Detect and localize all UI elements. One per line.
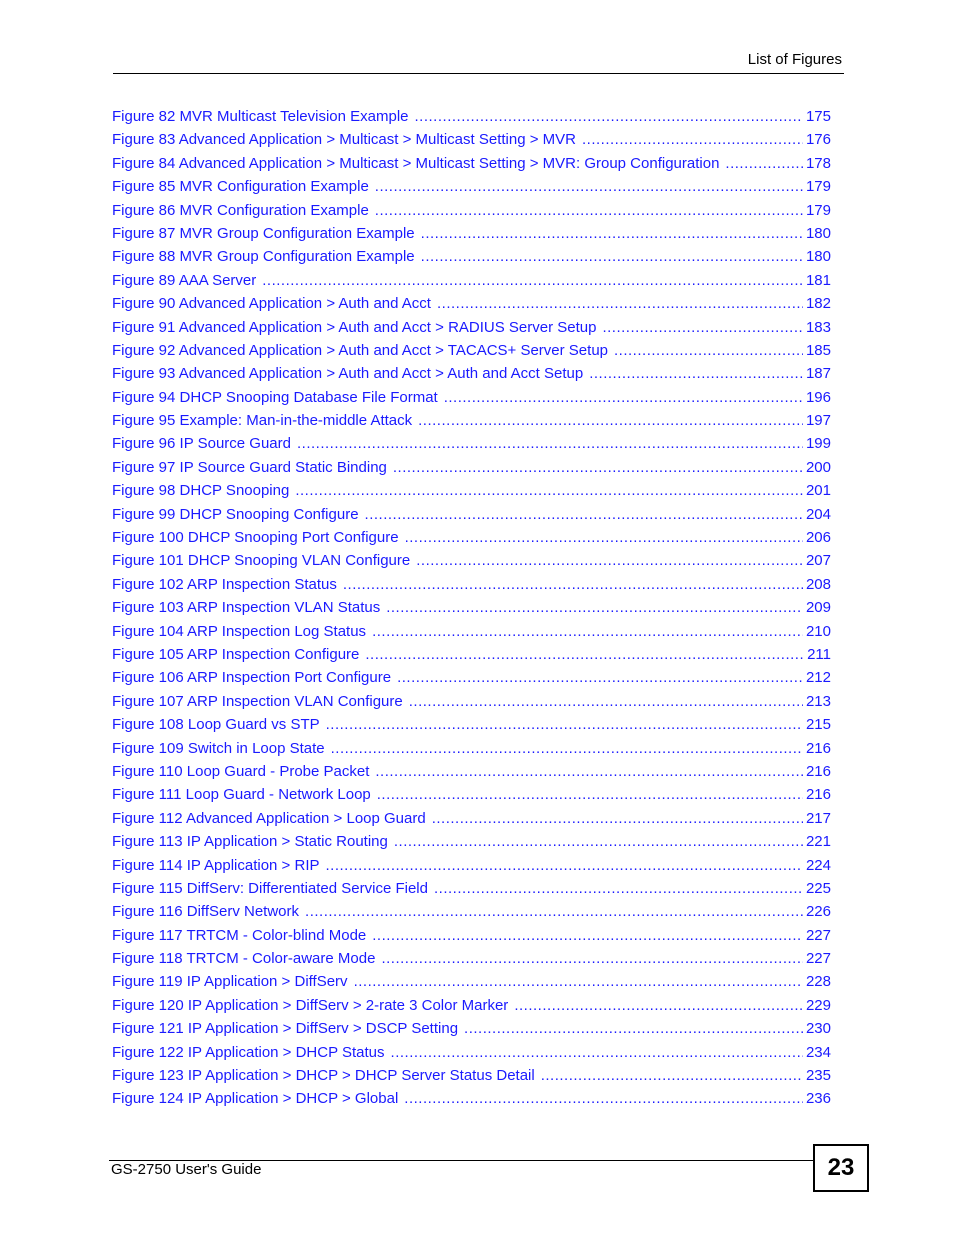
- toc-dot-leader: [725, 152, 803, 175]
- toc-entry-page: 181: [805, 271, 831, 289]
- toc-dot-leader: [331, 737, 803, 760]
- toc-entry[interactable]: [112, 409, 831, 432]
- toc-dot-leader: [375, 199, 803, 222]
- toc-entry[interactable]: [112, 947, 831, 970]
- toc-entry[interactable]: [112, 760, 831, 783]
- toc-entry-label: Figure 109 Switch in Loop State: [112, 739, 325, 757]
- toc-entry[interactable]: [112, 970, 831, 993]
- toc-entry-page: 212: [805, 669, 831, 687]
- header-divider: [113, 73, 844, 74]
- toc-dot-leader: [541, 1064, 803, 1087]
- toc-entry-page: 229: [805, 996, 831, 1014]
- toc-entry[interactable]: [112, 339, 831, 362]
- toc-entry[interactable]: [112, 1064, 831, 1087]
- toc-entry-label: Figure 106 ARP Inspection Port Configure: [112, 669, 392, 687]
- toc-dot-leader: [464, 1017, 803, 1040]
- toc-entry[interactable]: [112, 152, 831, 175]
- toc-entry-page: 185: [805, 341, 831, 359]
- footer-guide-title: GS-2750 User's Guide: [111, 1161, 262, 1178]
- toc-entry-label: Figure 104 ARP Inspection Log Status: [112, 622, 367, 640]
- toc-entry-page: 225: [805, 879, 831, 897]
- toc-entry[interactable]: [112, 549, 831, 572]
- toc-dot-leader: [297, 432, 803, 455]
- toc-entry-page: 204: [805, 505, 831, 523]
- toc-entry-label: Figure 108 Loop Guard vs STP: [112, 716, 320, 734]
- toc-dot-leader: [421, 245, 803, 268]
- toc-entry[interactable]: [112, 1017, 831, 1040]
- toc-entry-label: Figure 91 Advanced Application > Auth and Acct > RADIUS Server Setup: [112, 318, 597, 336]
- toc-dot-leader: [365, 503, 803, 526]
- toc-dot-leader: [393, 456, 803, 479]
- toc-entry-label: Figure 93 Advanced Application > Auth and Acct > Auth and Acct Setup: [112, 365, 584, 383]
- toc-dot-leader: [343, 573, 803, 596]
- toc-dot-leader: [394, 830, 803, 853]
- toc-entry[interactable]: [112, 1041, 831, 1064]
- toc-entry[interactable]: [112, 175, 831, 198]
- toc-entry-page: 226: [805, 903, 831, 921]
- toc-entry-label: Figure 96 IP Source Guard: [112, 435, 291, 453]
- toc-dot-leader: [415, 105, 803, 128]
- toc-entry-page: 213: [805, 692, 831, 710]
- toc-entry-label: Figure 110 Loop Guard - Probe Packet: [112, 762, 370, 780]
- toc-entry-page: 224: [805, 856, 831, 874]
- toc-entry[interactable]: [112, 900, 831, 923]
- toc-entry-page: 196: [805, 388, 831, 406]
- toc-entry-label: Figure 94 DHCP Snooping Database File Format: [112, 388, 438, 406]
- header-title: List of Figures: [747, 51, 842, 68]
- toc-dot-leader: [437, 292, 803, 315]
- toc-entry-page: 206: [805, 529, 831, 547]
- toc-entry[interactable]: [112, 503, 831, 526]
- toc-entry[interactable]: [112, 596, 831, 619]
- toc-entry[interactable]: [112, 362, 831, 385]
- toc-entry-page: 227: [805, 950, 831, 968]
- toc-entry-label: Figure 90 Advanced Application > Auth and Acct: [112, 295, 431, 313]
- toc-entry-label: Figure 121 IP Application > DiffServ > DSCP Setting: [112, 1020, 459, 1038]
- toc-entry-label: Figure 116 DiffServ Network: [112, 903, 300, 921]
- toc-entry-label: Figure 97 IP Source Guard Static Binding: [112, 458, 387, 476]
- toc-entry-page: 216: [805, 786, 831, 804]
- toc-entry-label: Figure 117 TRTCM - Color-blind Mode: [112, 926, 367, 944]
- toc-entry[interactable]: [112, 1087, 831, 1110]
- toc-dot-leader: [326, 854, 803, 877]
- toc-entry-label: Figure 101 DHCP Snooping VLAN Configure: [112, 552, 411, 570]
- toc-entry-page: 179: [805, 201, 831, 219]
- toc-entry-label: Figure 122 IP Application > DHCP Status: [112, 1043, 385, 1061]
- toc-entry-label: Figure 89 AAA Server: [112, 271, 257, 289]
- toc-entry[interactable]: [112, 643, 831, 666]
- toc-entry-label: Figure 85 MVR Configuration Example: [112, 178, 369, 196]
- toc-dot-leader: [365, 643, 804, 666]
- toc-entry[interactable]: [112, 128, 831, 151]
- toc-entry-page: 210: [805, 622, 831, 640]
- toc-entry-page: 216: [805, 739, 831, 757]
- toc-entry[interactable]: [112, 386, 831, 409]
- toc-entry-page: 183: [805, 318, 831, 336]
- toc-dot-leader: [444, 386, 803, 409]
- toc-dot-leader: [421, 222, 803, 245]
- toc-dot-leader: [305, 900, 803, 923]
- toc-dot-leader: [397, 666, 803, 689]
- toc-entry-label: Figure 92 Advanced Application > Auth and Acct > TACACS+ Server Setup: [112, 341, 609, 359]
- toc-dot-leader: [614, 339, 803, 362]
- toc-entry[interactable]: [112, 526, 831, 549]
- toc-entry-page: 178: [805, 154, 831, 172]
- toc-entry-page: 201: [805, 482, 831, 500]
- toc-entry[interactable]: [112, 222, 831, 245]
- toc-entry-page: 230: [805, 1020, 831, 1038]
- toc-entry-label: Figure 123 IP Application > DHCP > DHCP Server Status Detail: [112, 1067, 535, 1085]
- toc-entry-page: 179: [805, 178, 831, 196]
- toc-entry-page: 208: [805, 575, 831, 593]
- toc-dot-leader: [326, 713, 803, 736]
- toc-entry-page: 211: [807, 645, 831, 663]
- toc-entry[interactable]: [112, 456, 831, 479]
- toc-dot-leader: [372, 924, 803, 947]
- toc-entry[interactable]: [112, 783, 831, 806]
- toc-dot-leader: [386, 596, 803, 619]
- toc-entry[interactable]: [112, 245, 831, 268]
- toc-entry-label: Figure 103 ARP Inspection VLAN Status: [112, 599, 381, 617]
- toc-entry[interactable]: [112, 479, 831, 502]
- toc-entry-page: 176: [805, 131, 831, 149]
- toc-entry-label: Figure 86 MVR Configuration Example: [112, 201, 369, 219]
- toc-dot-leader: [416, 549, 803, 572]
- toc-dot-leader: [372, 620, 803, 643]
- toc-entry[interactable]: [112, 924, 831, 947]
- toc-entry[interactable]: [112, 316, 831, 339]
- toc-entry-page: 200: [805, 458, 831, 476]
- toc-entry-page: 209: [805, 599, 831, 617]
- toc-entry-page: 215: [805, 716, 831, 734]
- toc-entry[interactable]: [112, 666, 831, 689]
- toc-dot-leader: [377, 783, 803, 806]
- toc-entry-label: Figure 118 TRTCM - Color-aware Mode: [112, 950, 376, 968]
- toc-dot-leader: [262, 269, 803, 292]
- toc-entry-page: 199: [805, 435, 831, 453]
- toc-entry-page: 197: [805, 412, 831, 430]
- toc-entry[interactable]: [112, 690, 831, 713]
- toc-entry-label: Figure 95 Example: Man-in-the-middle Attack: [112, 412, 413, 430]
- toc-entry[interactable]: [112, 199, 831, 222]
- toc-entry-page: 234: [805, 1043, 831, 1061]
- toc-dot-leader: [404, 1087, 803, 1110]
- toc-entry[interactable]: [112, 737, 831, 760]
- toc-dot-leader: [354, 970, 803, 993]
- toc-entry-label: Figure 119 IP Application > DiffServ: [112, 973, 348, 991]
- toc-entry[interactable]: [112, 105, 831, 128]
- toc-entry-page: 180: [805, 224, 831, 242]
- toc-entry-label: Figure 120 IP Application > DiffServ > 2-rate 3 Color Marker: [112, 996, 509, 1014]
- toc-entry-label: Figure 82 MVR Multicast Television Example: [112, 108, 409, 125]
- toc-dot-leader: [405, 526, 803, 549]
- toc-entry[interactable]: [112, 994, 831, 1017]
- toc-entry-label: Figure 115 DiffServ: Differentiated Service Field: [112, 879, 428, 897]
- toc-entry-label: Figure 88 MVR Group Configuration Example: [112, 248, 415, 266]
- toc-entry-page: 221: [805, 833, 831, 851]
- toc-dot-leader: [409, 690, 803, 713]
- toc-dot-leader: [375, 760, 803, 783]
- toc-dot-leader: [375, 175, 803, 198]
- toc-dot-leader: [295, 479, 803, 502]
- toc-dot-leader: [602, 316, 803, 339]
- toc-entry-page: 180: [805, 248, 831, 266]
- toc-entry[interactable]: [112, 432, 831, 455]
- toc-entry-page: 207: [805, 552, 831, 570]
- toc-dot-leader: [514, 994, 803, 1017]
- list-of-figures: [112, 105, 831, 1111]
- toc-entry[interactable]: [112, 854, 831, 877]
- toc-entry-label: Figure 124 IP Application > DHCP > Global: [112, 1090, 399, 1108]
- toc-entry-page: 227: [805, 926, 831, 944]
- toc-entry-label: Figure 113 IP Application > Static Routing: [112, 833, 388, 851]
- toc-entry[interactable]: [112, 807, 831, 830]
- toc-dot-leader: [381, 947, 803, 970]
- toc-entry[interactable]: [112, 877, 831, 900]
- toc-entry-label: Figure 83 Advanced Application > Multicast > Multicast Setting > MVR: [112, 131, 576, 149]
- toc-dot-leader: [582, 128, 803, 151]
- toc-entry-page: 187: [805, 365, 831, 383]
- toc-dot-leader: [589, 362, 803, 385]
- toc-entry-label: Figure 102 ARP Inspection Status: [112, 575, 337, 593]
- toc-entry-page: 182: [805, 295, 831, 313]
- toc-dot-leader: [434, 877, 803, 900]
- toc-dot-leader: [418, 409, 803, 432]
- toc-entry[interactable]: [112, 620, 831, 643]
- toc-entry-page: 235: [805, 1067, 831, 1085]
- toc-entry-page: 216: [805, 762, 831, 780]
- toc-entry-label: Figure 107 ARP Inspection VLAN Configure: [112, 692, 403, 710]
- toc-entry[interactable]: [112, 573, 831, 596]
- page-number: 23: [813, 1144, 869, 1192]
- toc-dot-leader: [432, 807, 803, 830]
- toc-entry-label: Figure 105 ARP Inspection Configure: [112, 645, 360, 663]
- toc-entry-label: Figure 111 Loop Guard - Network Loop: [112, 786, 371, 804]
- toc-entry-page: 236: [805, 1090, 831, 1108]
- toc-entry[interactable]: [112, 713, 831, 736]
- toc-entry-page: 175: [805, 108, 831, 125]
- toc-entry-label: Figure 100 DHCP Snooping Port Configure: [112, 529, 399, 547]
- toc-entry-label: Figure 84 Advanced Application > Multicast > Multicast Setting > MVR: Group Configuration: [112, 154, 720, 172]
- toc-entry-label: Figure 87 MVR Group Configuration Example: [112, 224, 415, 242]
- toc-entry-label: Figure 112 Advanced Application > Loop Guard: [112, 809, 426, 827]
- toc-entry-label: Figure 99 DHCP Snooping Configure: [112, 505, 359, 523]
- toc-dot-leader: [391, 1041, 803, 1064]
- toc-entry[interactable]: [112, 269, 831, 292]
- toc-entry-label: Figure 98 DHCP Snooping: [112, 482, 290, 500]
- toc-entry-label: Figure 114 IP Application > RIP: [112, 856, 320, 874]
- toc-entry-page: 228: [805, 973, 831, 991]
- toc-entry-page: 217: [805, 809, 831, 827]
- toc-entry[interactable]: [112, 830, 831, 853]
- toc-entry[interactable]: [112, 292, 831, 315]
